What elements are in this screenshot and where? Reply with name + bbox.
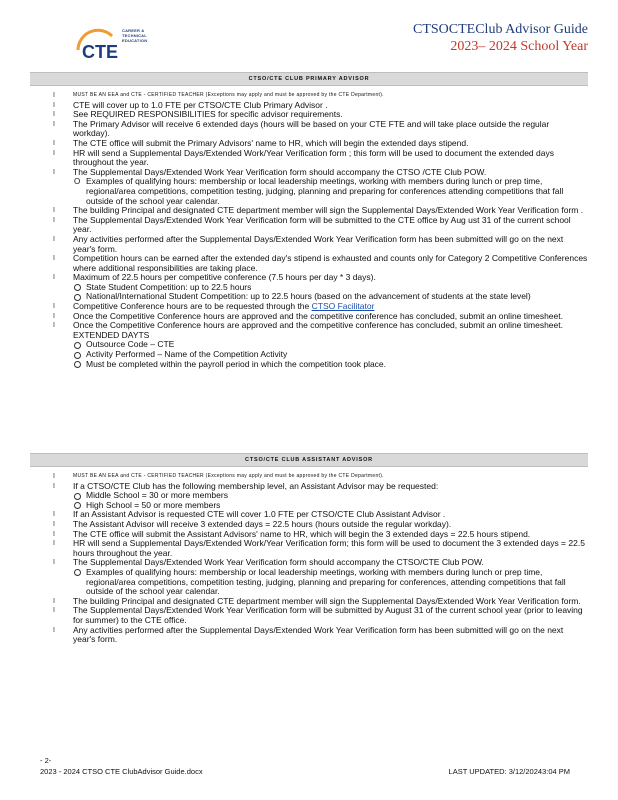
circle-bullet-icon xyxy=(74,352,81,359)
list-item: I Competition hours can be earned after the extended day's stipend is exhausted and counts only for Category 2 Competitive Conferences where additional responsibilities are taking place. xyxy=(53,253,588,273)
list-item: I The Primary Advisor will receive 6 extended days (hours will be based on your CTE FTE and will take place outside the regular workday). xyxy=(53,118,550,139)
list-item: I HR will send a Supplemental Days/Extended Work/Year Verification form ; this form will be used to document the extended days throughout the year. xyxy=(53,147,554,168)
assistant-advisor-section xyxy=(30,453,588,645)
assistant-advisor-heading: CTSO/CTE CLUB ASSISTANT ADVISOR xyxy=(30,453,588,467)
document-title: CTSOCTEClub Advisor Guide xyxy=(412,22,588,37)
sub-item: National/International Student Competition: up to 22.5 hours (based on the advancement of students at the state level) xyxy=(30,292,588,302)
list-item: I HR will send a Supplemental Days/Extended Work/Year Verification form; this form will be used to document the 3 extended days = 22.5 hours throughout the year. xyxy=(53,538,585,558)
ctso-facilitator-link[interactable]: CTSO Facilitator xyxy=(311,301,375,312)
list-item: I The CTE office will submit the Assistant Advisors' name to HR, which will begin the 3 extended days = 22.5 hours stipend. xyxy=(53,528,531,539)
circle-bullet-icon xyxy=(74,342,81,349)
cte-logo-mark xyxy=(72,24,122,64)
example-item: Examples of qualifying hours: membership or local leadership meetings, working with members during lunch or prep time, regional/area competitions, competition testing, judging, planning and preparing for conferences, attending competitions that fall outside of the school year calendar. xyxy=(30,568,588,597)
circle-bullet-icon xyxy=(74,493,81,500)
example-item: O Examples of qualifying hours: membership or local leadership meetings, working with members during lunch or prep time, regional/area competitions, competition testing, judging, planning and preparing for conferences attending competitions that fall outside of the school year calendar. xyxy=(74,176,564,206)
list-item: I The building Principal and designated CTE department member will sign the Supplemental Days/Extended Work Year Verification form . xyxy=(53,205,584,216)
sub-item: State Student Competition: up to 22.5 hours xyxy=(30,283,588,293)
list-item: I MUST BE AN EEA and CTE - CERTIFIED TEACHER (Exceptions may apply and must be approved by the CTE Department). xyxy=(53,92,384,99)
list-item: I Competitive Conference hours are to be requested through the CTSO Facilitator xyxy=(53,301,375,312)
circle-bullet-icon xyxy=(74,502,81,509)
primary-advisor-section xyxy=(30,72,588,369)
list-item: I Any activities performed after the Supplemental Days/Extended Work Year Verification form has been submitted will go on the next year's form. xyxy=(53,233,564,254)
list-item: I The Supplemental Days/Extended Work Year Verification form will be submitted by August 31 of the current school year (prior to leaving for summer) to the CTE office. xyxy=(53,605,583,625)
list-item: I CTE will cover up to 1.0 FTE per CTSO/CTE Club Primary Advisor . xyxy=(53,99,328,110)
circle-bullet-icon xyxy=(74,569,81,576)
list-item: I The Supplemental Days/Extended Work Year Verification form will be submitted to the CTE office by Aug ust 31 of the current school year. xyxy=(53,214,571,235)
list-item: I If an Assistant Advisor is requested CTE will cover 1.0 FTE per CTSO/CTE Club Assistant Advisor . xyxy=(53,509,446,520)
page-number: - 2- xyxy=(40,756,52,765)
sub-item: Must be completed within the payroll period in which the competition took place. xyxy=(30,360,588,370)
list-item: I Once the Competitive Conference hours are approved and the competitive conference has concluded, submit an online timesheet. xyxy=(53,310,563,321)
logo-text: CAREER & TECHNICAL EDUCATION xyxy=(122,28,148,43)
list-item: I The building Principal and designated CTE department member will sign the Supplemental Days/Extended Work Year Verification form. xyxy=(53,595,581,606)
list-item: I MUST BE AN EEA and CTE - CERTIFIED TEACHER (Exceptions may apply and must be approved by the CTE Department). xyxy=(53,473,384,480)
sub-item: High School = 50 or more members xyxy=(30,501,588,511)
list-item: I The CTE office will submit the Primary Advisors' name to HR, which will begin the extended days stipend. xyxy=(53,137,469,148)
circle-bullet-icon xyxy=(74,361,81,368)
file-name: 2023 - 2024 CTSO CTE ClubAdvisor Guide.docx xyxy=(40,767,203,776)
list-item: I The Supplemental Days/Extended Work Year Verification form should accompany the CTSO/CTE Club POW. xyxy=(53,557,484,568)
cte-logo xyxy=(72,24,182,64)
sub-item: Outsource Code – CTE xyxy=(30,340,588,350)
circle-bullet-icon xyxy=(74,294,81,301)
circle-bullet-icon xyxy=(74,284,81,291)
primary-advisor-heading: CTSO/CTE CLUB PRIMARY ADVISOR xyxy=(30,72,588,86)
list-item: I If a CTSO/CTE Club has the following membership level, an Assistant Advisor may be requested: xyxy=(53,480,439,491)
list-item: I See REQUIRED RESPONSIBILITIES for specific advisor requirements. xyxy=(53,109,343,120)
sub-item: Middle School = 30 or more members xyxy=(30,491,588,501)
school-year: 2023– 2024 School Year xyxy=(450,39,588,54)
list-item: I Once the Competitive Conference hours are approved and the competitive conference has concluded, submit an online timesheet. EXTENDED DAYTS xyxy=(53,320,563,340)
list-item: I The Assistant Advisor will receive 3 extended days = 22.5 hours (hours outside the regular workday). xyxy=(53,518,452,529)
list-item: I Any activities performed after the Supplemental Days/Extended Work Year Verification form has been submitted will go on the next year's form. xyxy=(53,624,564,645)
sub-item: Activity Performed – Name of the Competition Activity xyxy=(30,350,588,360)
last-updated: LAST UPDATED: 3/12/20243:04 PM xyxy=(448,767,570,776)
list-item: I The Supplemental Days/Extended Work Year Verification form should accompany the CTSO /CTE Club POW. xyxy=(53,166,487,177)
list-item: I Maximum of 22.5 hours per competitive conference (7.5 hours per day * 3 days). xyxy=(53,272,376,283)
svg-text:CTE: CTE xyxy=(82,42,118,62)
